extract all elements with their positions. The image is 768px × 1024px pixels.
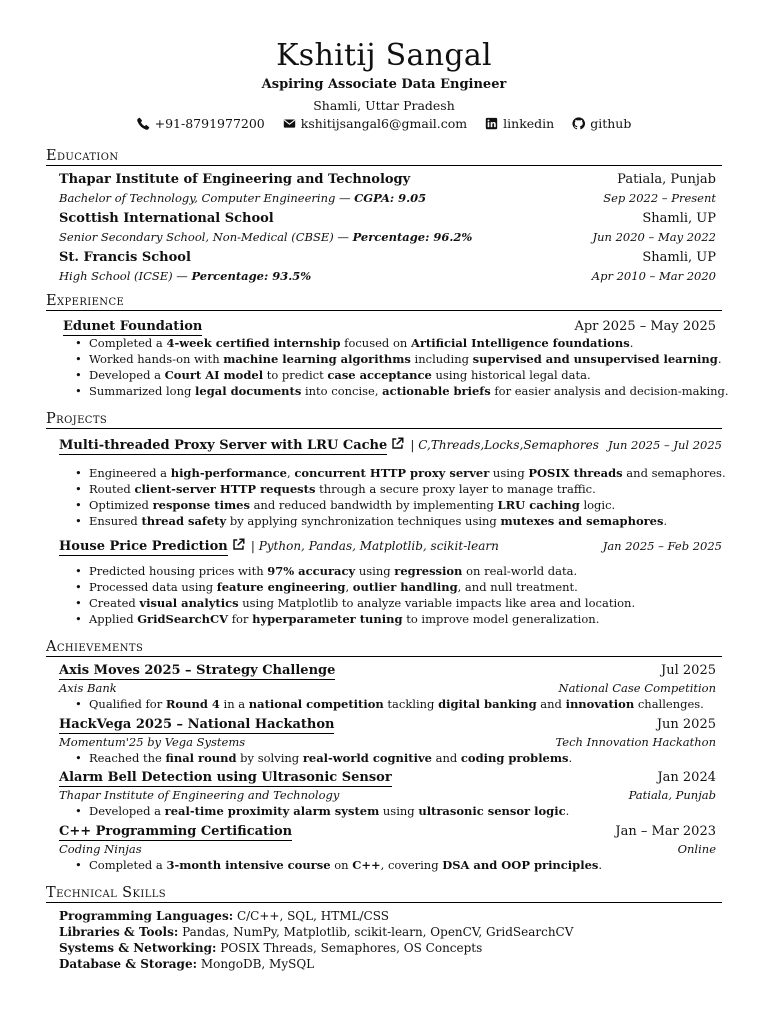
achievement-kind: Online [677, 842, 716, 856]
projects-heading: Projects [46, 411, 722, 429]
phone-text: +91-8791977200 [154, 116, 265, 131]
achievements-heading: Achievements [46, 639, 722, 657]
achievement-1-bullets [75, 696, 725, 712]
list-item: • Engineered a high-performance, concurrent HTTP proxy server using POSIX threads and semaphores. [75, 465, 725, 481]
list-item: • Developed a Court AI model to predict case acceptance using historical legal data. [75, 367, 725, 383]
project-title: House Price Prediction [59, 539, 228, 554]
achievement-date: Jul 2025 [661, 663, 716, 678]
linkedin-icon [485, 117, 498, 130]
list-item: • Completed a 4-week certified internship focused on Artificial Intelligence foundations. [75, 335, 725, 351]
list-item: • Ensured thread safety by applying synchronization techniques using mutexes and semaphores. [75, 513, 725, 529]
experience-bullets [75, 335, 729, 399]
education-entry-3 [59, 250, 716, 265]
education-details-1 [59, 191, 716, 205]
phone-link[interactable] [137, 116, 265, 131]
education-entry-2 [59, 211, 716, 226]
achievement-title: HackVega 2025 – National Hackathon [59, 717, 335, 732]
achievement-date: Jun 2025 [656, 717, 716, 732]
achievement-entry-3 [59, 770, 716, 787]
linkedin-text: linkedin [503, 116, 555, 131]
achievement-kind: Patiala, Punjab [628, 788, 716, 802]
achievement-meta-4 [59, 842, 716, 856]
project-entry-1 [59, 437, 722, 453]
experience-entry [63, 319, 716, 336]
list-item: • Worked hands-on with machine learning algorithms including supervised and unsupervised learning. [75, 351, 725, 367]
email-text: kshitijsangal6@gmail.com [300, 116, 468, 131]
achievement-entry-2 [59, 717, 716, 734]
external-link-icon[interactable] [391, 437, 404, 450]
email-link[interactable] [283, 116, 467, 131]
school-name: St. Francis School [59, 250, 191, 265]
achievement-entry-4 [59, 824, 716, 841]
achievement-2-bullets [75, 750, 725, 766]
score-text: CGPA: 9.05 [354, 191, 427, 205]
candidate-role: Aspiring Associate Data Engineer [261, 77, 507, 92]
achievement-date: Jan 2024 [657, 770, 716, 785]
degree-text: High School (ICSE) — [59, 269, 188, 283]
list-item: • Reached the final round by solving real-world cognitive and coding problems. [75, 750, 725, 766]
achievement-entry-1 [59, 663, 716, 680]
achievement-kind: Tech Innovation Hackathon [555, 735, 716, 749]
linkedin-link[interactable] [485, 116, 554, 131]
skill-row: Database & Storage: MongoDB, MySQL [59, 957, 315, 971]
achievement-org: Axis Bank [59, 681, 117, 695]
education-details-3 [59, 269, 716, 283]
list-item: • Optimized response times and reduced bandwidth by implementing LRU caching logic. [75, 497, 725, 513]
phone-icon [137, 117, 150, 130]
date-range: Apr 2025 – May 2025 [574, 319, 716, 334]
list-item: • Routed client-server HTTP requests through a secure proxy layer to manage traffic. [75, 481, 725, 497]
skill-row: Libraries & Tools: Pandas, NumPy, Matplotlib, scikit-learn, OpenCV, GridSearchCV [59, 925, 574, 939]
degree-text: Bachelor of Technology, Computer Engineering — [59, 191, 351, 205]
github-link[interactable] [572, 116, 631, 131]
date-range: Jun 2020 – May 2022 [592, 230, 716, 244]
school-name: Scottish International School [59, 211, 274, 226]
school-location: Shamli, UP [642, 211, 716, 226]
education-details-2 [59, 230, 716, 244]
project-1-bullets [75, 465, 725, 529]
school-location: Shamli, UP [642, 250, 716, 265]
score-text: Percentage: 93.5% [191, 269, 312, 283]
achievement-title: C++ Programming Certification [59, 824, 293, 839]
education-heading: Education [46, 148, 722, 166]
list-item: • Summarized long legal documents into concise, actionable briefs for easier analysis and decision-making. [75, 383, 725, 399]
achievement-title: Alarm Bell Detection using Ultrasonic Sensor [59, 770, 392, 785]
list-item: • Developed a real-time proximity alarm system using ultrasonic sensor logic. [75, 803, 725, 819]
achievement-date: Jan – Mar 2023 [615, 824, 716, 839]
list-item: • Created visual analytics using Matplotlib to analyze variable impacts like area and location. [75, 595, 725, 611]
achievement-3-bullets [75, 803, 725, 819]
skills-list [59, 908, 573, 972]
degree-text: Senior Secondary School, Non-Medical (CBSE) — [59, 230, 349, 244]
score-text: Percentage: 96.2% [352, 230, 473, 244]
skills-heading: Technical Skills [46, 885, 722, 903]
date-range: Jun 2025 – Jul 2025 [607, 438, 722, 452]
skill-row: Systems & Networking: POSIX Threads, Semaphores, OS Concepts [59, 941, 483, 955]
education-entry-1 [59, 172, 716, 187]
candidate-name: Kshitij Sangal [276, 38, 492, 73]
list-item: • Completed a 3-month intensive course on C++, covering DSA and OOP principles. [75, 857, 725, 873]
list-item: • Predicted housing prices with 97% accuracy using regression on real-world data. [75, 563, 725, 579]
external-link-icon[interactable] [232, 538, 245, 551]
achievement-meta-2 [59, 735, 716, 749]
achievement-meta-3 [59, 788, 716, 802]
list-item: • Qualified for Round 4 in a national competition tackling digital banking and innovation challenges. [75, 696, 725, 712]
experience-heading: Experience [46, 293, 722, 311]
skill-row: Programming Languages: C/C++, SQL, HTML/CSS [59, 909, 389, 923]
date-range: Apr 2010 – Mar 2020 [591, 269, 716, 283]
achievement-org: Thapar Institute of Engineering and Technology [59, 788, 340, 802]
achievement-title: Axis Moves 2025 – Strategy Challenge [59, 663, 336, 678]
list-item: • Processed data using feature engineering, outlier handling, and null treatment. [75, 579, 725, 595]
project-entry-2 [59, 538, 722, 554]
achievement-kind: National Case Competition [558, 681, 716, 695]
project-tech-stack: | Python, Pandas, Matplotlib, scikit-learn [250, 539, 499, 553]
school-location: Patiala, Punjab [617, 172, 716, 187]
project-title: Multi-threaded Proxy Server with LRU Cache [59, 438, 388, 453]
achievement-org: Coding Ninjas [59, 842, 142, 856]
achievement-4-bullets [75, 857, 725, 873]
school-name: Thapar Institute of Engineering and Technology [59, 172, 411, 187]
list-item: • Applied GridSearchCV for hyperparameter tuning to improve model generalization. [75, 611, 725, 627]
project-2-bullets [75, 563, 725, 627]
date-range: Jan 2025 – Feb 2025 [602, 539, 722, 553]
candidate-location: Shamli, Uttar Pradesh [313, 98, 455, 113]
achievement-org: Momentum'25 by Vega Systems [59, 735, 246, 749]
project-tech-stack: | C,Threads,Locks,Semaphores [410, 438, 599, 452]
organization-name: Edunet Foundation [63, 319, 203, 334]
achievement-meta-1 [59, 681, 716, 695]
envelope-icon [283, 117, 296, 130]
github-text: github [590, 116, 632, 131]
contact-bar [0, 116, 768, 133]
github-icon [572, 117, 585, 130]
date-range: Sep 2022 – Present [603, 191, 716, 205]
